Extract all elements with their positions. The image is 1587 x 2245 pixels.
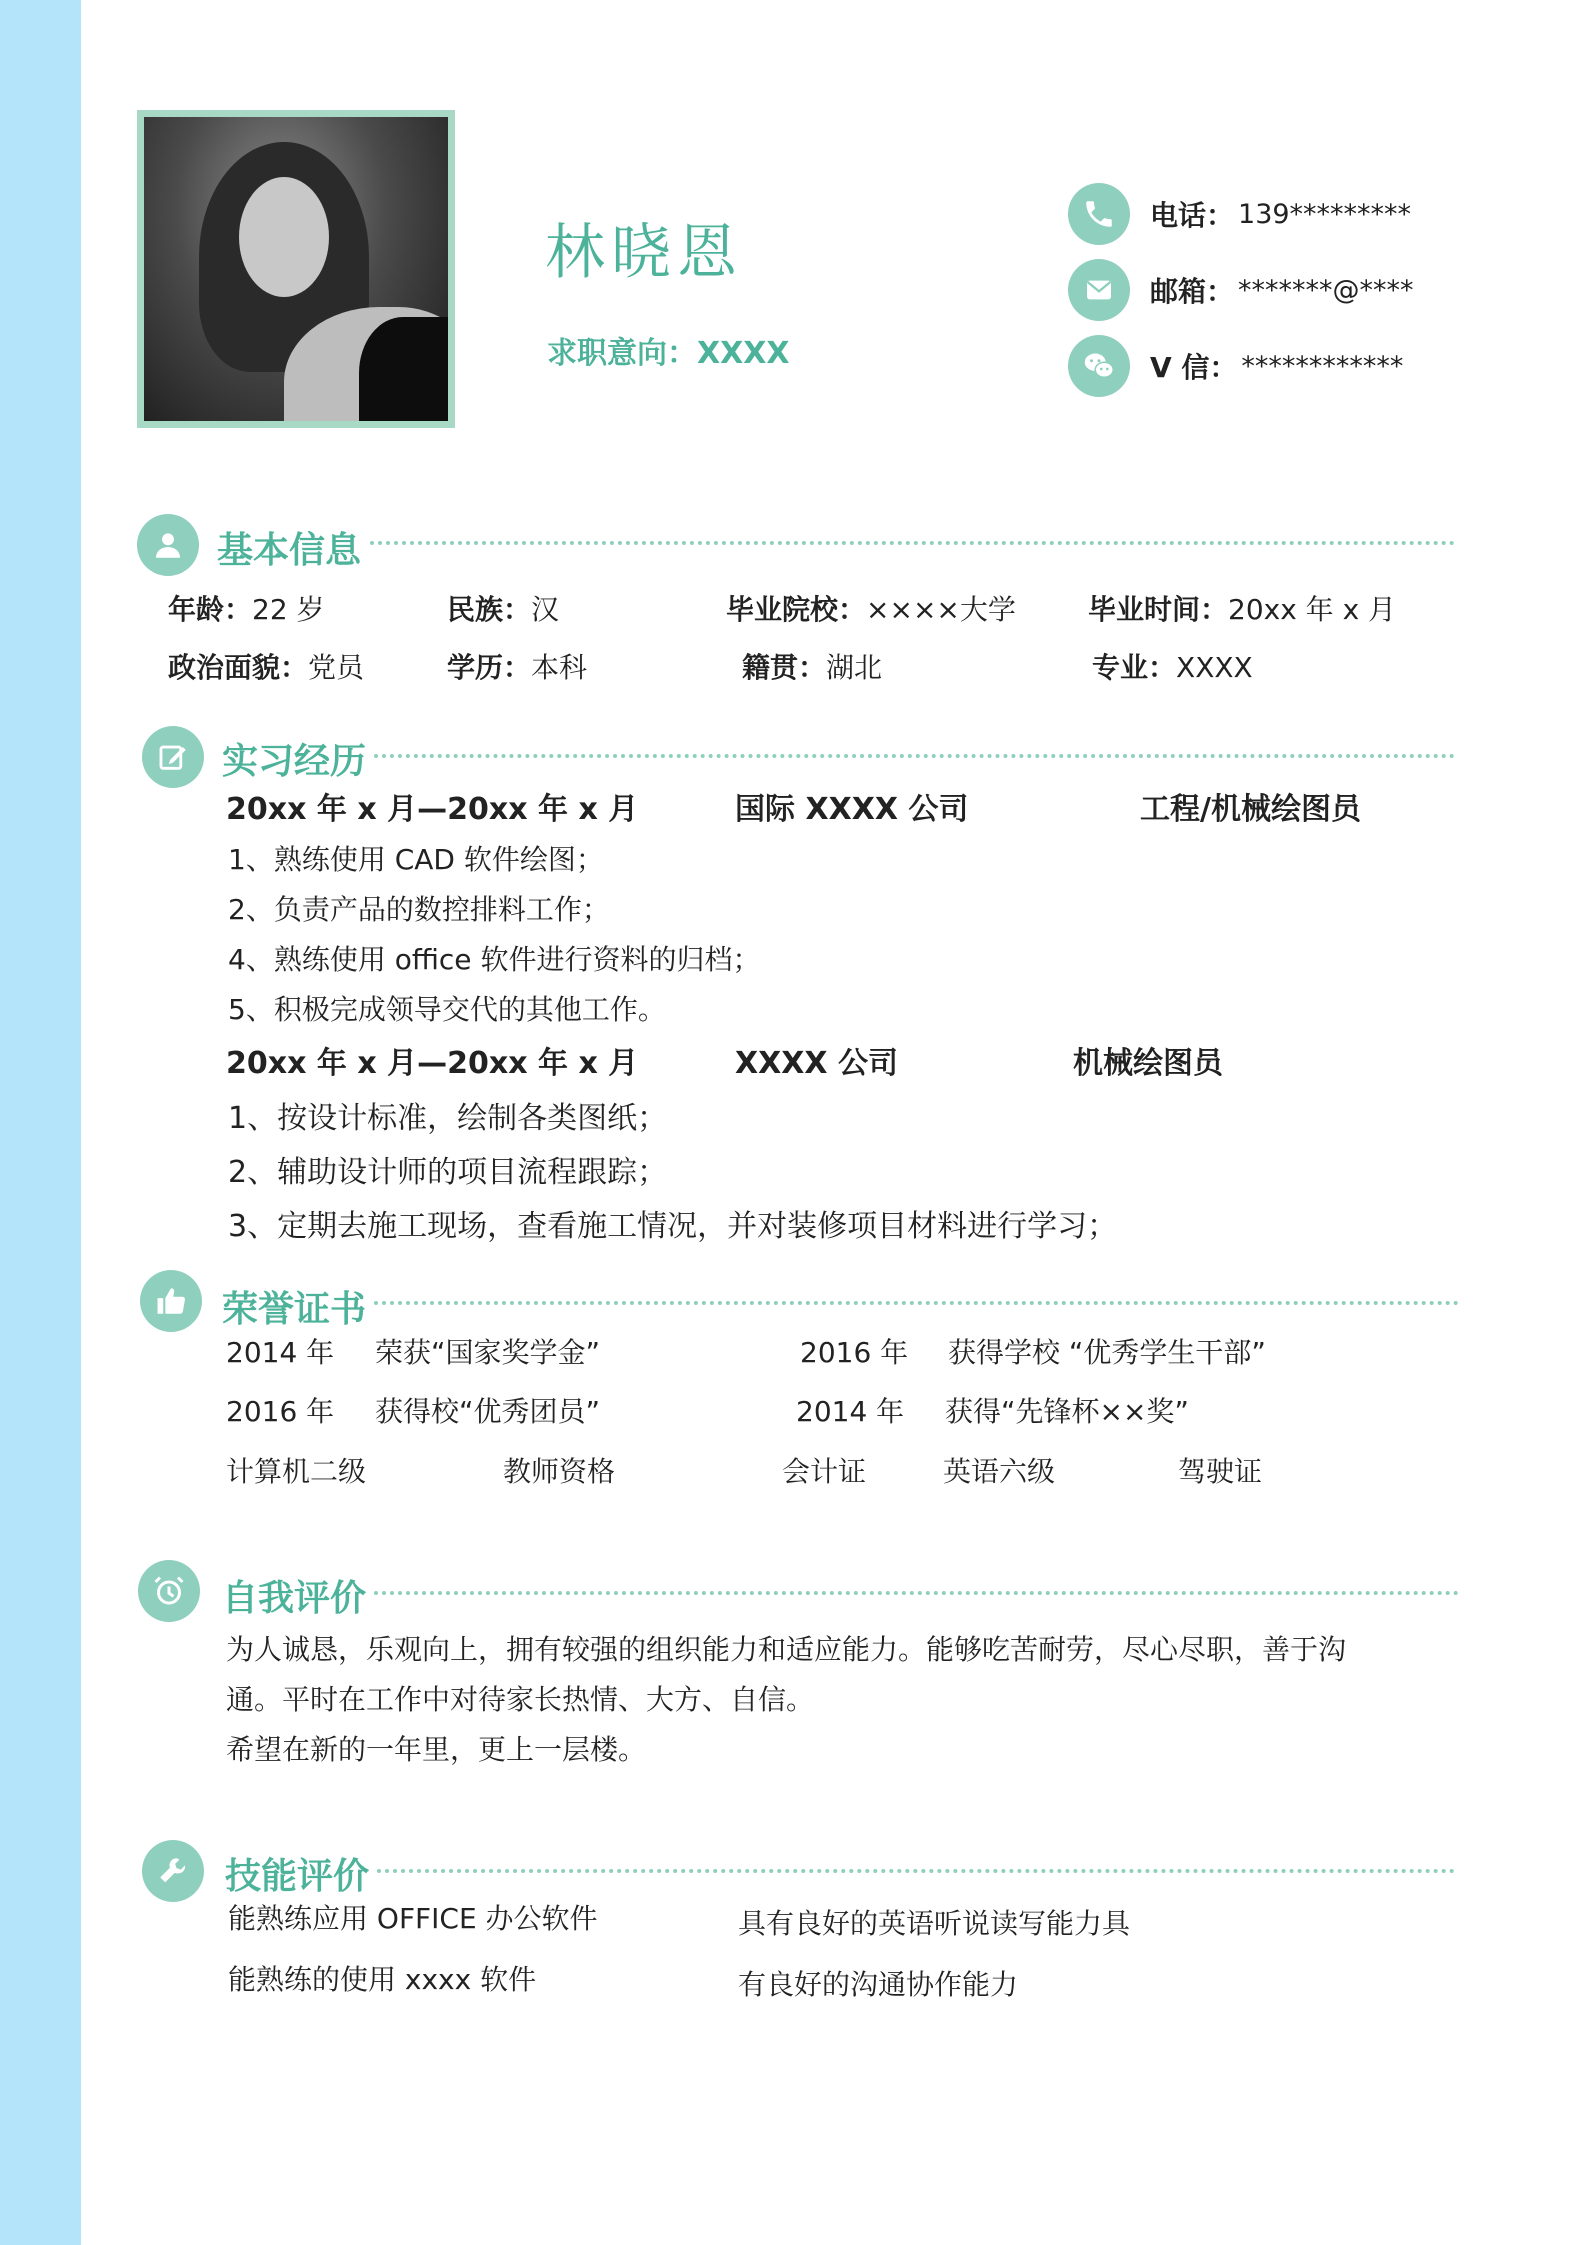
job-company: XXXX 公司 (735, 1046, 898, 1081)
section-divider (374, 754, 1455, 758)
award-text: 获得“先锋杯××奖” (945, 1395, 1189, 1428)
field-ethnicity: 民族：汉 (447, 593, 560, 626)
job-duty: 5、积极完成领导交代的其他工作。 (228, 993, 666, 1026)
section-title-skills: 技能评价 (225, 1856, 370, 1897)
contact-phone (1068, 182, 1411, 246)
contact-value: *******@**** (1238, 274, 1414, 306)
wrench-icon (142, 1840, 204, 1902)
job-duty: 2、负责产品的数控排料工作； (228, 893, 610, 926)
candidate-name: 林晓恩 (545, 218, 743, 288)
contact-wechat (1068, 334, 1403, 398)
skill-item: 有良好的沟通协作能力 (738, 1968, 1019, 2001)
section-divider (370, 541, 1455, 545)
wechat-icon (1068, 335, 1130, 397)
award-text: 荣获“国家奖学金” (375, 1336, 601, 1369)
job-role: 工程/机械绘图员 (1140, 792, 1361, 827)
award-text: 获得学校 “优秀学生干部” (948, 1336, 1266, 1369)
section-divider (374, 1591, 1459, 1595)
left-color-bar (0, 0, 81, 2245)
job-duty: 1、按设计标准，绘制各类图纸； (228, 1101, 668, 1136)
field-school: 毕业院校：××××大学 (726, 593, 1016, 626)
job-intent: 求职意向：XXXX (547, 336, 790, 371)
self-eval-line: 通。平时在工作中对待家长热情、大方、自信。 (226, 1683, 815, 1716)
alarm-clock-icon (138, 1560, 200, 1622)
job-company: 国际 XXXX 公司 (735, 792, 969, 827)
self-eval-line: 为人诚恳，乐观向上，拥有较强的组织能力和适应能力。能够吃苦耐劳，尽心尽职，善于沟 (226, 1633, 1347, 1666)
cert-item: 教师资格 (503, 1455, 616, 1488)
job-duty: 3、定期去施工现场，查看施工情况，并对装修项目材料进行学习； (228, 1209, 1118, 1244)
award-year: 2014 年 (226, 1336, 335, 1369)
field-hometown: 籍贯：湖北 (742, 651, 883, 684)
section-divider (377, 1869, 1455, 1873)
contact-value: 139********* (1238, 198, 1412, 230)
person-icon (137, 514, 199, 576)
skill-item: 具有良好的英语听说读写能力具 (738, 1907, 1131, 1940)
cert-item: 英语六级 (943, 1455, 1056, 1488)
job-duty: 4、熟练使用 office 软件进行资料的归档； (228, 943, 761, 976)
section-title-basic: 基本信息 (217, 530, 362, 571)
skill-item: 能熟练应用 OFFICE 办公软件 (228, 1902, 598, 1935)
contact-label: 邮箱： (1150, 275, 1235, 308)
self-eval-line: 希望在新的一年里，更上一层楼。 (226, 1733, 647, 1766)
field-political: 政治面貌：党员 (168, 651, 365, 684)
award-year: 2014 年 (796, 1395, 905, 1428)
profile-photo (137, 110, 455, 428)
contact-value: ************ (1241, 350, 1404, 382)
section-title-honors: 荣誉证书 (222, 1289, 367, 1330)
contact-label: 电话： (1150, 199, 1235, 232)
cert-item: 驾驶证 (1178, 1455, 1263, 1488)
job-role: 机械绘图员 (1073, 1046, 1223, 1081)
award-text: 获得校“优秀团员” (375, 1395, 601, 1428)
section-title-internship: 实习经历 (222, 741, 367, 782)
section-title-self-eval: 自我评价 (222, 1578, 367, 1619)
job-duty: 2、辅助设计师的项目流程跟踪； (228, 1155, 668, 1190)
thumbs-up-icon (140, 1270, 202, 1332)
edit-icon (142, 726, 204, 788)
cert-item: 会计证 (782, 1455, 867, 1488)
skill-item: 能熟练的使用 xxxx 软件 (228, 1963, 537, 1996)
contact-email (1068, 258, 1414, 322)
field-degree: 学历：本科 (447, 651, 588, 684)
field-grad-time: 毕业时间：20xx 年 x 月 (1088, 593, 1397, 626)
award-year: 2016 年 (226, 1395, 335, 1428)
section-divider (374, 1301, 1459, 1305)
phone-icon (1068, 183, 1130, 245)
cert-item: 计算机二级 (226, 1455, 367, 1488)
award-year: 2016 年 (800, 1336, 909, 1369)
mail-icon (1068, 259, 1130, 321)
field-age: 年龄：22 岁 (168, 593, 325, 626)
contact-label: V 信： (1150, 351, 1238, 384)
job-duty: 1、熟练使用 CAD 软件绘图； (228, 843, 604, 876)
job-period: 20xx 年 x 月—20xx 年 x 月 (226, 1046, 639, 1081)
field-major: 专业：XXXX (1092, 651, 1253, 684)
job-period: 20xx 年 x 月—20xx 年 x 月 (226, 792, 639, 827)
